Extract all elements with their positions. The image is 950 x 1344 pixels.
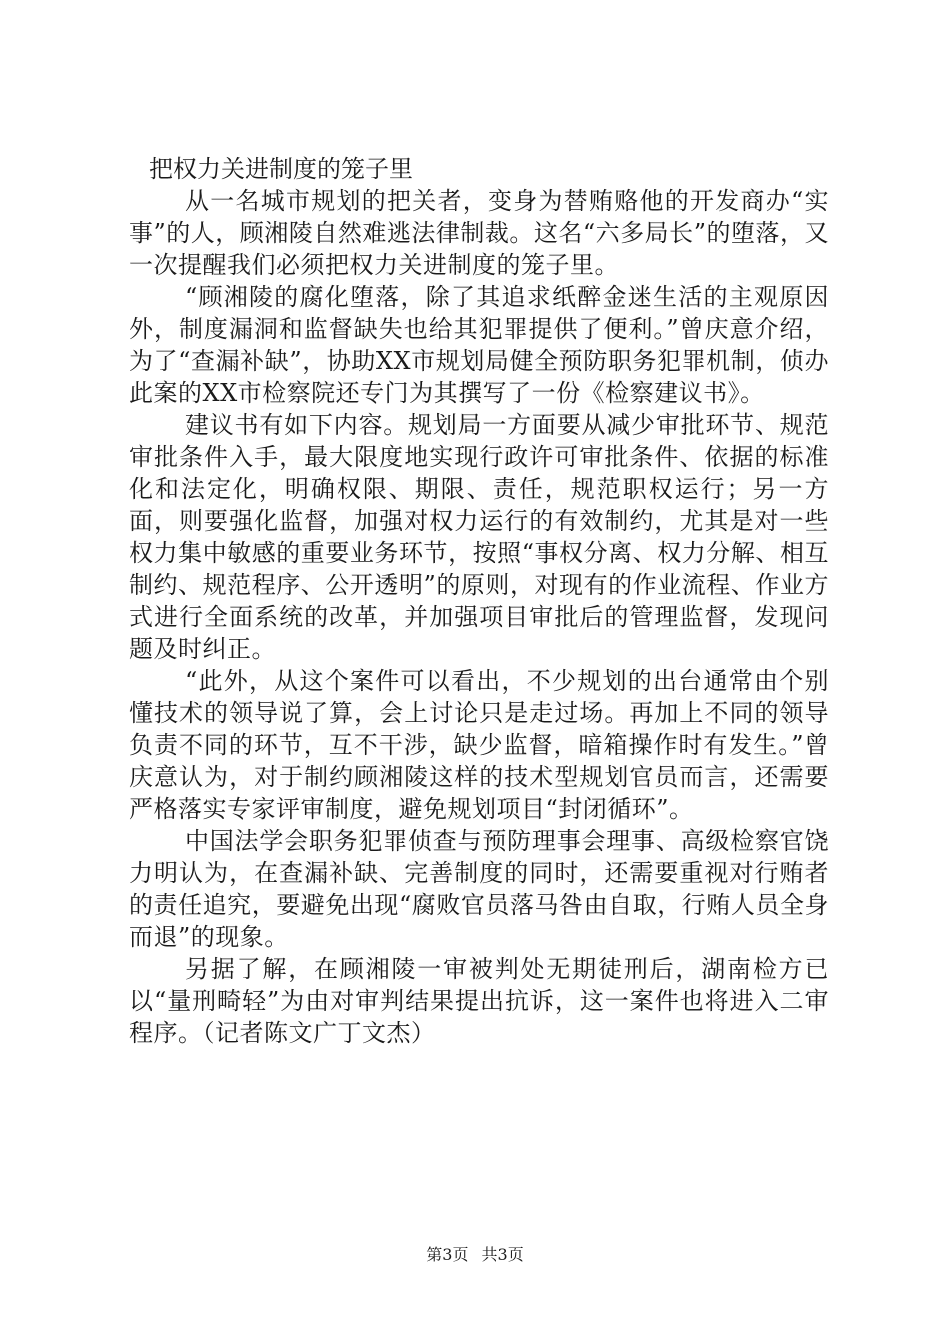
paragraph: 建议书有如下内容。规划局一方面要从减少审批环节、规范审批条件入手，最大限度地实现行政许可审批条件、依据的标准化和法定化，明确权限、期限、责任，规范职权运行；另一方面，则要强化监督，加强对权力运行的有效制约，尤其是对一些权力集中敏感的重要业务环节，按照“事权分离、权力分解、相互制约、规范程序、公开透明”的原则，对现有的作业流程、作业方式进行全面系统的改革，并加强项目审批后的管理监督，发现问题及时纠正。 [129, 411, 829, 663]
paragraph: “此外，从这个案件可以看出，不少规划的出台通常由个别懂技术的领导说了算，会上讨论只是走过场。再加上不同的领导负责不同的环节，互不干涉，缺少监督，暗箱操作时有发生。”曾庆意认为，对于制约顾湘陵这样的技术型规划官员而言，还需要严格落实专家评审制度，避免规划项目“封闭循环”。 [129, 667, 829, 823]
paragraph: “顾湘陵的腐化堕落，除了其追求纸醉金迷生活的主观原因外，制度漏洞和监督缺失也给其犯罪提供了便利。”曾庆意介绍，为了“查漏补缺”，协助XX市规划局健全预防职务犯罪机制，侦办此案的XX市检察院还专门为其撰写了一份《检察建议书》。 [129, 283, 829, 407]
page-number: 第3页 [426, 1245, 469, 1264]
page-footer [0, 1244, 950, 1266]
document-title: 把权力关进制度的笼子里 [149, 155, 413, 183]
paragraph: 从一名城市规划的把关者，变身为替贿赂他的开发商办“实事”的人，顾湘陵自然难逃法律制裁。这名“六多局长”的堕落，又一次提醒我们必须把权力关进制度的笼子里。 [129, 187, 829, 279]
page-total: 共3页 [481, 1245, 524, 1264]
document-body [129, 153, 829, 1049]
paragraph: 中国法学会职务犯罪侦查与预防理事会理事、高级检察官饶力明认为，在查漏补缺、完善制度的同时，还需要重视对行贿者的责任追究，要避免出现“腐败官员落马咎由自取，行贿人员全身而退”的现象。 [129, 827, 829, 951]
paragraph: 另据了解，在顾湘陵一审被判处无期徒刑后，湖南检方已以“量刑畸轻”为由对审判结果提出抗诉，这一案件也将进入二审程序。（记者陈文广丁文杰） [129, 955, 829, 1047]
